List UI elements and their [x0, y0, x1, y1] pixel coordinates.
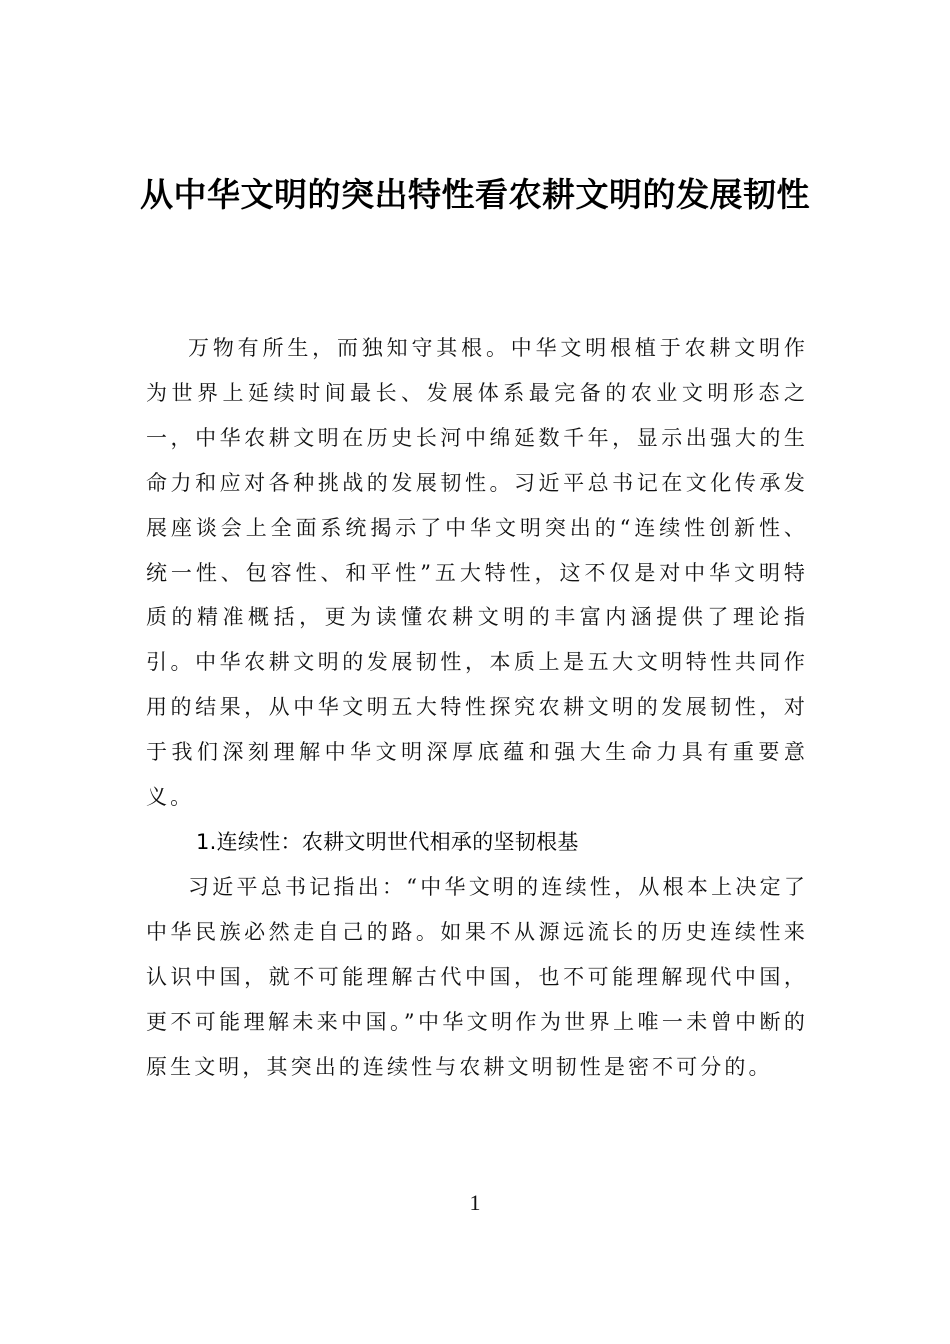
intro-paragraph: 万物有所生，而独知守其根。中华文明根植于农耕文明作为世界上延续时间最长、发展体系最完备的农业文明形态之一，中华农耕文明在历史长河中绵延数千年，显示出强大的生命力和应对各种挑战的发展韧性。习近平总书记在文化传承发展座谈会上全面系统揭示了中华文明突出的“连续性创新性、统一性、包容性、和平性”五大特性，这不仅是对中华文明特质的精准概括，更为读懂农耕文明的丰富内涵提供了理论指引。中华农耕文明的发展韧性，本质上是五大文明特性共同作用的结果，从中华文明五大特性探究农耕文明的发展韧性，对于我们深刻理解中华文明深厚底蕴和强大生命力具有重要意义。 [146, 336, 808, 810]
document-body [146, 326, 808, 1089]
page-number: 1 [469, 1190, 481, 1215]
document-title: 从中华文明的突出特性看农耕文明的发展韧性 [140, 175, 810, 214]
section-heading: 1.连续性：农耕文明世代相承的坚韧根基 [196, 829, 579, 854]
section-paragraph: 习近平总书记指出：“中华文明的连续性，从根本上决定了中华民族必然走自己的路。如果不从源远流长的历史连续性来认识中国，就不可能理解古代中国，也不可能理解现代中国，更不可能理解未来中国。”中华文明作为世界上唯一未曾中断的原生文明，其突出的连续性与农耕文明韧性是密不可分的。 [146, 874, 808, 1079]
